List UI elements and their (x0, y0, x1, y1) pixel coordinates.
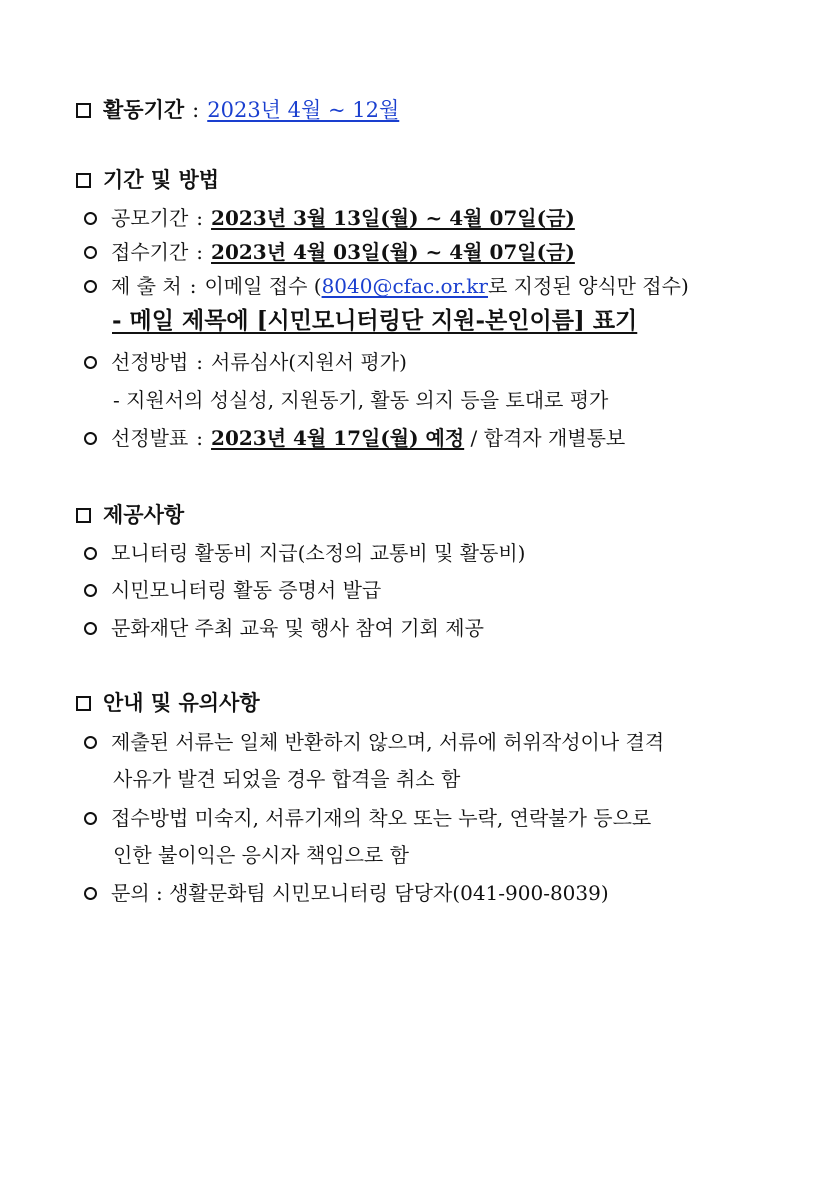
section-period-method (76, 166, 219, 194)
list-item (84, 576, 381, 604)
selection-method-note: - 지원서의 성실성, 지원동기, 활동 의지 등을 토대로 평가 (113, 388, 609, 412)
circle-bullet-icon (84, 356, 97, 369)
item-text-continued: 사유가 발견 되었을 경우 합격을 취소 함 (113, 767, 461, 791)
list-item-announcement (84, 424, 625, 452)
circle-bullet-icon (84, 432, 97, 445)
email-link[interactable]: 8040@cfac.or.kr (321, 274, 488, 298)
section-heading: 활동기간 (103, 97, 185, 122)
colon: : (189, 274, 197, 298)
submission-text: 이메일 접수 ( (204, 274, 322, 298)
email-subject-note: - 메일 제목에 [시민모니터링단 지원-본인이름] 표기 (112, 307, 638, 334)
item-label: 공모기간 (111, 206, 189, 230)
list-item-receipt-period (84, 238, 575, 266)
section-heading: 제공사항 (103, 502, 185, 527)
contact-text: 문의 : 생활문화팀 시민모니터링 담당자(041-900-8039) (111, 881, 609, 905)
item-text: 시민모니터링 활동 증명서 발급 (111, 578, 382, 602)
list-item-selection-method (84, 348, 407, 376)
list-item (84, 804, 651, 832)
checkbox-square-icon (76, 508, 91, 523)
list-item-submission (84, 272, 689, 300)
circle-bullet-icon (84, 812, 97, 825)
item-label: 선정발표 (111, 426, 189, 450)
circle-bullet-icon (84, 584, 97, 597)
colon: : (196, 240, 204, 264)
circle-bullet-icon (84, 280, 97, 293)
item-label: 선정방법 (111, 350, 189, 374)
list-item (84, 728, 664, 756)
list-item (84, 614, 484, 642)
section-provisions (76, 501, 184, 529)
selection-method-value: 서류심사(지원서 평가) (211, 350, 407, 374)
colon: : (196, 350, 204, 374)
circle-bullet-icon (84, 547, 97, 560)
submission-text-end: 로 지정된 양식만 접수) (488, 274, 689, 298)
circle-bullet-icon (84, 246, 97, 259)
colon: : (196, 206, 204, 230)
circle-bullet-icon (84, 887, 97, 900)
section-activity-period (76, 96, 399, 124)
list-item-recruit-period (84, 204, 575, 232)
item-text-continued: 인한 불이익은 응시자 책임으로 함 (113, 843, 409, 867)
list-item (84, 539, 525, 567)
checkbox-square-icon (76, 696, 91, 711)
circle-bullet-icon (84, 622, 97, 635)
item-text: 모니터링 활동비 지급(소정의 교통비 및 활동비) (111, 541, 526, 565)
section-heading: 기간 및 방법 (103, 167, 220, 192)
item-text: 접수방법 미숙지, 서류기재의 착오 또는 누락, 연락불가 등으로 (111, 806, 652, 830)
section-notice (76, 689, 260, 717)
activity-period-value: 2023년 4월 ~ 12월 (207, 98, 400, 122)
colon: : (196, 426, 204, 450)
receipt-period-value: 2023년 4월 03일(월) ~ 4월 07일(금) (211, 240, 575, 264)
announcement-note: / 합격자 개별통보 (464, 426, 626, 450)
circle-bullet-icon (84, 212, 97, 225)
circle-bullet-icon (84, 736, 97, 749)
checkbox-square-icon (76, 173, 91, 188)
item-text: 문화재단 주최 교육 및 행사 참여 기회 제공 (111, 616, 484, 640)
section-heading: 안내 및 유의사항 (103, 690, 260, 715)
item-text: 제출된 서류는 일체 반환하지 않으며, 서류에 허위작성이나 결격 (111, 730, 665, 754)
colon: : (192, 98, 200, 122)
item-label: 접수기간 (111, 240, 189, 264)
list-item-contact (84, 879, 609, 907)
checkbox-square-icon (76, 103, 91, 118)
recruit-period-value: 2023년 3월 13일(월) ~ 4월 07일(금) (211, 206, 575, 230)
item-label: 제 출 처 (111, 274, 182, 298)
announcement-value: 2023년 4월 17일(월) 예정 (211, 426, 465, 450)
